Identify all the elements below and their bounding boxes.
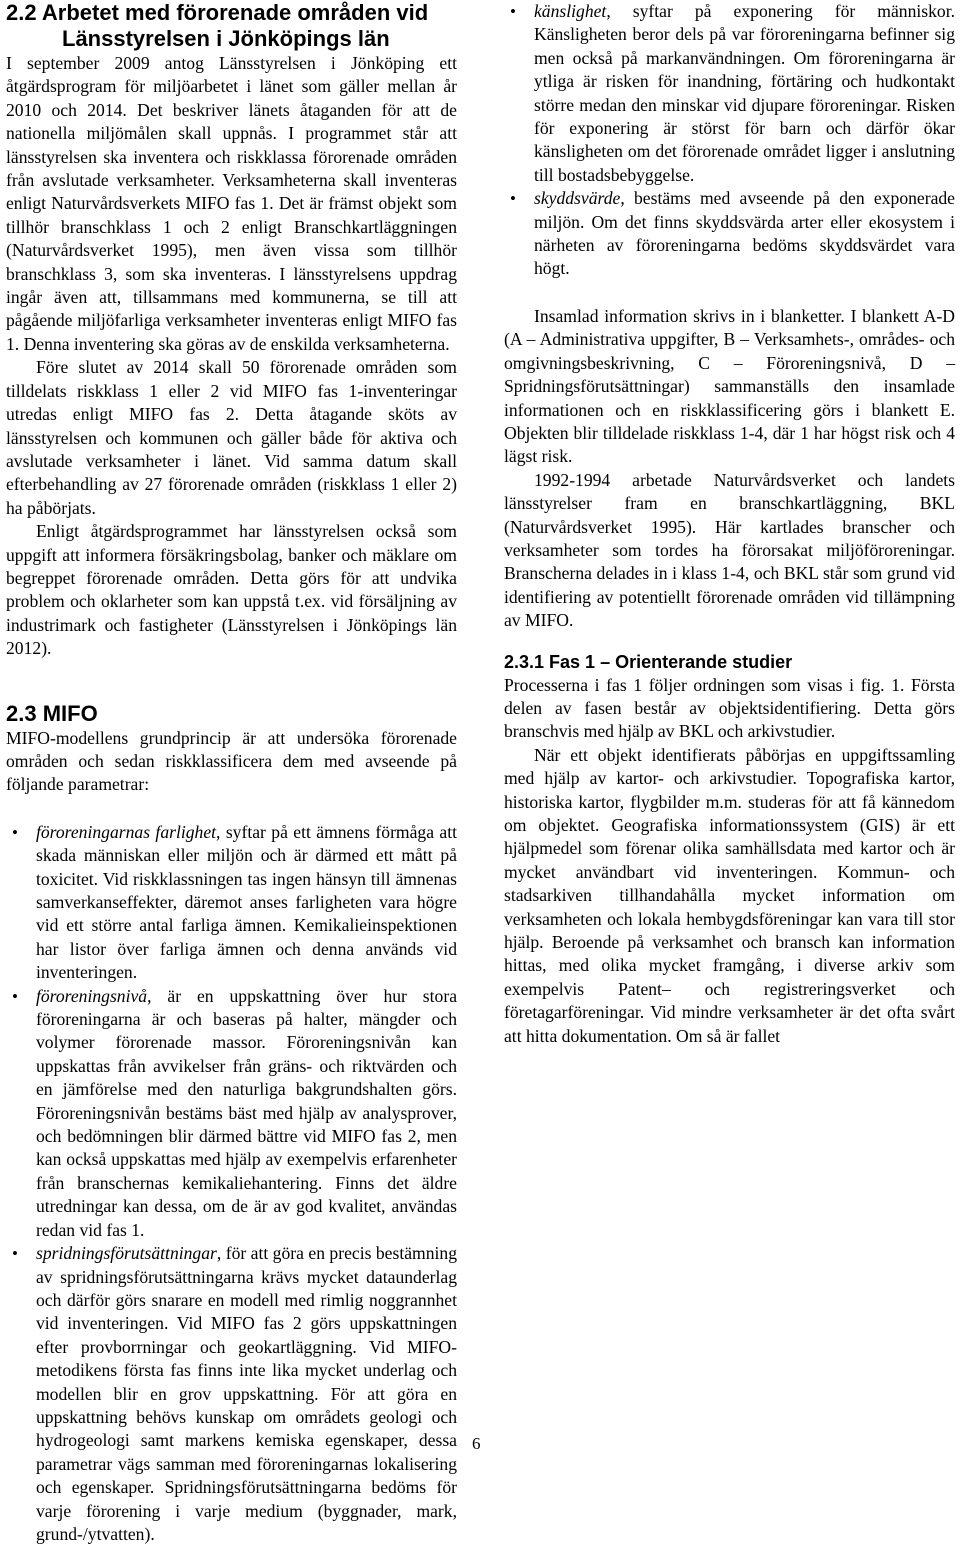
- parameter-list-continued: [504, 0, 955, 281]
- paragraph: Före slutet av 2014 skall 50 förorenade områden som tilldelats riskklass 1 eller 2 vid MIFO fas 1-inventeringar utredas enligt MIFO fas 2. Detta åtagande sköts av länsstyrelsen och kommunen och gäller både för aktiva och avslutade verksamheter i länet. Vid samma datum skall efterbehandling av 27 förorenade områden (riskklass 1 eller 2) ha påbörjats.: [6, 357, 457, 518]
- bullet-icon: •: [12, 986, 18, 1006]
- right-column: [504, 0, 955, 1048]
- section-2-3-title: 2.3 MIFO: [6, 700, 98, 726]
- bullet-icon: •: [12, 822, 18, 842]
- paragraph: Processerna i fas 1 följer ordningen som visas i fig. 1. Första delen av fasen består av objektsidentifiering. Detta görs branschvis med hjälp av BKL och arkivstudier.: [504, 674, 955, 742]
- list-item: [504, 0, 955, 187]
- list-item: [6, 985, 457, 1242]
- bullet-icon: •: [510, 189, 516, 209]
- section-2-2-title: [6, 0, 457, 52]
- list-item-text: , syftar på ett ämnens förmåga att skada människan eller miljön och är därmed ett mått på toxicitet. Vid riskklassningen tas ingen hänsyn till ämnenas samverkanseffekter, däremot anses farligheten vara högre vid ett större antal farliga ämnen. Kemikalieinspektionen har listor över farliga ämnen och denna används vid inventeringen.: [36, 821, 458, 983]
- paragraph: Insamlad information skrivs in i blanketter. I blankett A-D (A – Administrativa uppgifter, B – Verksamhets-, områdes- och omgivningsbeskrivning, C – Föroreningsnivå, D – Spridningsförutsättningar) sammanställs den insamlade informationen och en riskklassificering görs i blankett E. Objekten blir tilldelade riskklass 1-4, där 1 har högst risk och 4 lägst risk.: [504, 305, 955, 467]
- list-item-text: , syftar på exponering för människor. Känsligheten beror dels på var föroreningarna befinner sig men också på markanvändningen. Om föroreningarna är ytliga är risken för inandning, förtäring och hudkontakt större medan den minskar vid djupare föroreningar. Risken för exponering är störst för barn och därför ökar känsligheten om det förorenade området ligger i anslutning till bostadsbebyggelse.: [534, 1, 955, 185]
- term: föroreningsnivå: [36, 985, 148, 1006]
- paragraph: När ett objekt identifierats påbörjas en uppgiftssamling med hjälp av kartor- och arkivstudier. Topografiska kartor, historiska kartor, flygbilder m.m. studeras för att få kännedom om objektet. Geografiska informationssystem (GIS) är ett hjälpmedel som förenar olika samhällsdata med kartor och är mycket användbart vid inventeringen. Kommun- och stadsarkiven tillhandahålla mycket information om verksamheten och lokala hembygdsföreningar kan vara till stor hjälp. Beroende på verksamhet och bransch kan information hittas, med olika mycket framgång, i diverse arkiv som exempelvis Patent– och registreringsverket och företagarföreningar. Vid mindre verksamheter är det ofta svårt att hitta dokumentation. Om så är fallet: [504, 744, 955, 1046]
- list-item: [6, 1242, 457, 1546]
- term: skyddsvärde: [534, 188, 621, 209]
- paragraph: I september 2009 antog Länsstyrelsen i Jönköping ett åtgärdsprogram för miljöarbetet i länet som gäller mellan år 2010 och 2014. Det beskriver länets åtaganden för att de nationella miljömålen skall uppnås. I programmet står att länsstyrelsen ska inventera och riskklassa förorenade områden från avslutade verksamheter. Verksamheterna skall inventeras enligt Naturvårdsverkets MIFO fas 1. Det är främst objekt som tillhör branschklass 1 och 2 enligt Branschkartläggningen (Naturvårdsverket 1995), men även vissa som tillhör branschklass 3, som ska inventeras. I länsstyrelsens uppdrag ingår även att, tillsammans med kommunerna, se till att pågående miljöfarliga verksamheter inventeras enligt MIFO fas 1. Denna inventering ska göras av de enskilda verksamheterna.: [6, 53, 457, 354]
- list-item: [504, 187, 955, 281]
- left-column: [6, 0, 457, 1546]
- paragraph: 1992-1994 arbetade Naturvårdsverket och landets länsstyrelser fram en branschkartläggning, BKL (Naturvårdsverket 1995). Här kartlades branscher och verksamheter som tordes ha förorsakat miljöföroreningar. Branscherna delades in i klass 1-4, och BKL står som grund vid identifiering av potentiellt förorenade områden vid tillämpning av MIFO.: [504, 469, 955, 631]
- parameter-list: [6, 821, 457, 1546]
- page-number: 6: [472, 1434, 481, 1453]
- list-item-text: , är en uppskattning över hur stora föroreningarna är och baseras på halter, mängder och volymer förorenade massor. Föroreningsnivån kan uppskattas från avvikelser från gräns- och riktvärden och en jämförelse med den naturliga bakgrundshalten görs. Föroreningsnivån bestäms bäst med hjälp av analysprover, och bedömningen blir därmed bättre vid MIFO fas 2, men kan också uppskattas med hjälp av exempelvis erfarenheter från branschernas kemikaliehantering. Finns det äldre utredningar kan dessa, om de är av god kvalitet, användas redan vid fas 1.: [36, 985, 457, 1240]
- paragraph: MIFO-modellens grundprincip är att undersöka förorenade områden och sedan riskklassificera dem med avseende på följande parametrar:: [6, 727, 457, 795]
- term: känslighet: [534, 1, 607, 21]
- list-item: [6, 821, 457, 985]
- bullet-icon: •: [510, 2, 516, 21]
- paragraph: Enligt åtgärdsprogrammet har länsstyrelsen också som uppgift att informera försäkringsbolag, banker och mäklare om begreppet förorenade områden. Detta görs för att undvika problem och oklarheter som kan uppstå t.ex. vid försäljning av industrimark och fastigheter (Länsstyrelsen i Jönköpings län 2012).: [6, 521, 457, 659]
- bullet-icon: •: [12, 1244, 18, 1264]
- list-item-text: , bestäms med avseende på den exponerade miljön. Om det finns skyddsvärda arter eller ekosystem i närheten av föroreningarna bedöms skyddsvärdet vara högt.: [534, 188, 955, 279]
- section-2-3-1-title: 2.3.1 Fas 1 – Orienterande studier: [504, 651, 793, 672]
- section-2-2-title-line2: Länsstyrelsen i Jönköpings län: [62, 26, 390, 51]
- term: spridningsförutsättningar: [36, 1243, 217, 1264]
- term: föroreningarnas farlighet: [36, 821, 217, 842]
- section-2-2-title-line1: 2.2 Arbetet med förorenade områden vid: [6, 0, 429, 25]
- list-item-text: , för att göra en precis bestämning av spridningsförutsättningarna krävs mycket dataunderlag och därför görs snarare en modell med rimlig noggrannhet vid inventeringen. Vid MIFO fas 2 görs uppskattningen efter provborrningar och geokartläggning. Vid MIFO-metodikens första fas finns inte lika mycket underlag och modellen blir en grov uppskattning. För att göra en uppskattning behövs kunskap om områdets geologi och hydrogeologi samt markens kemiska egenskaper, dessa parametrar vägs samman med föroreningarnas lokalisering och egenskaper. Spridningsförutsättningarna bedöms för varje förorening i varje medium (byggnader, mark, grund-/ytvatten).: [36, 1243, 457, 1544]
